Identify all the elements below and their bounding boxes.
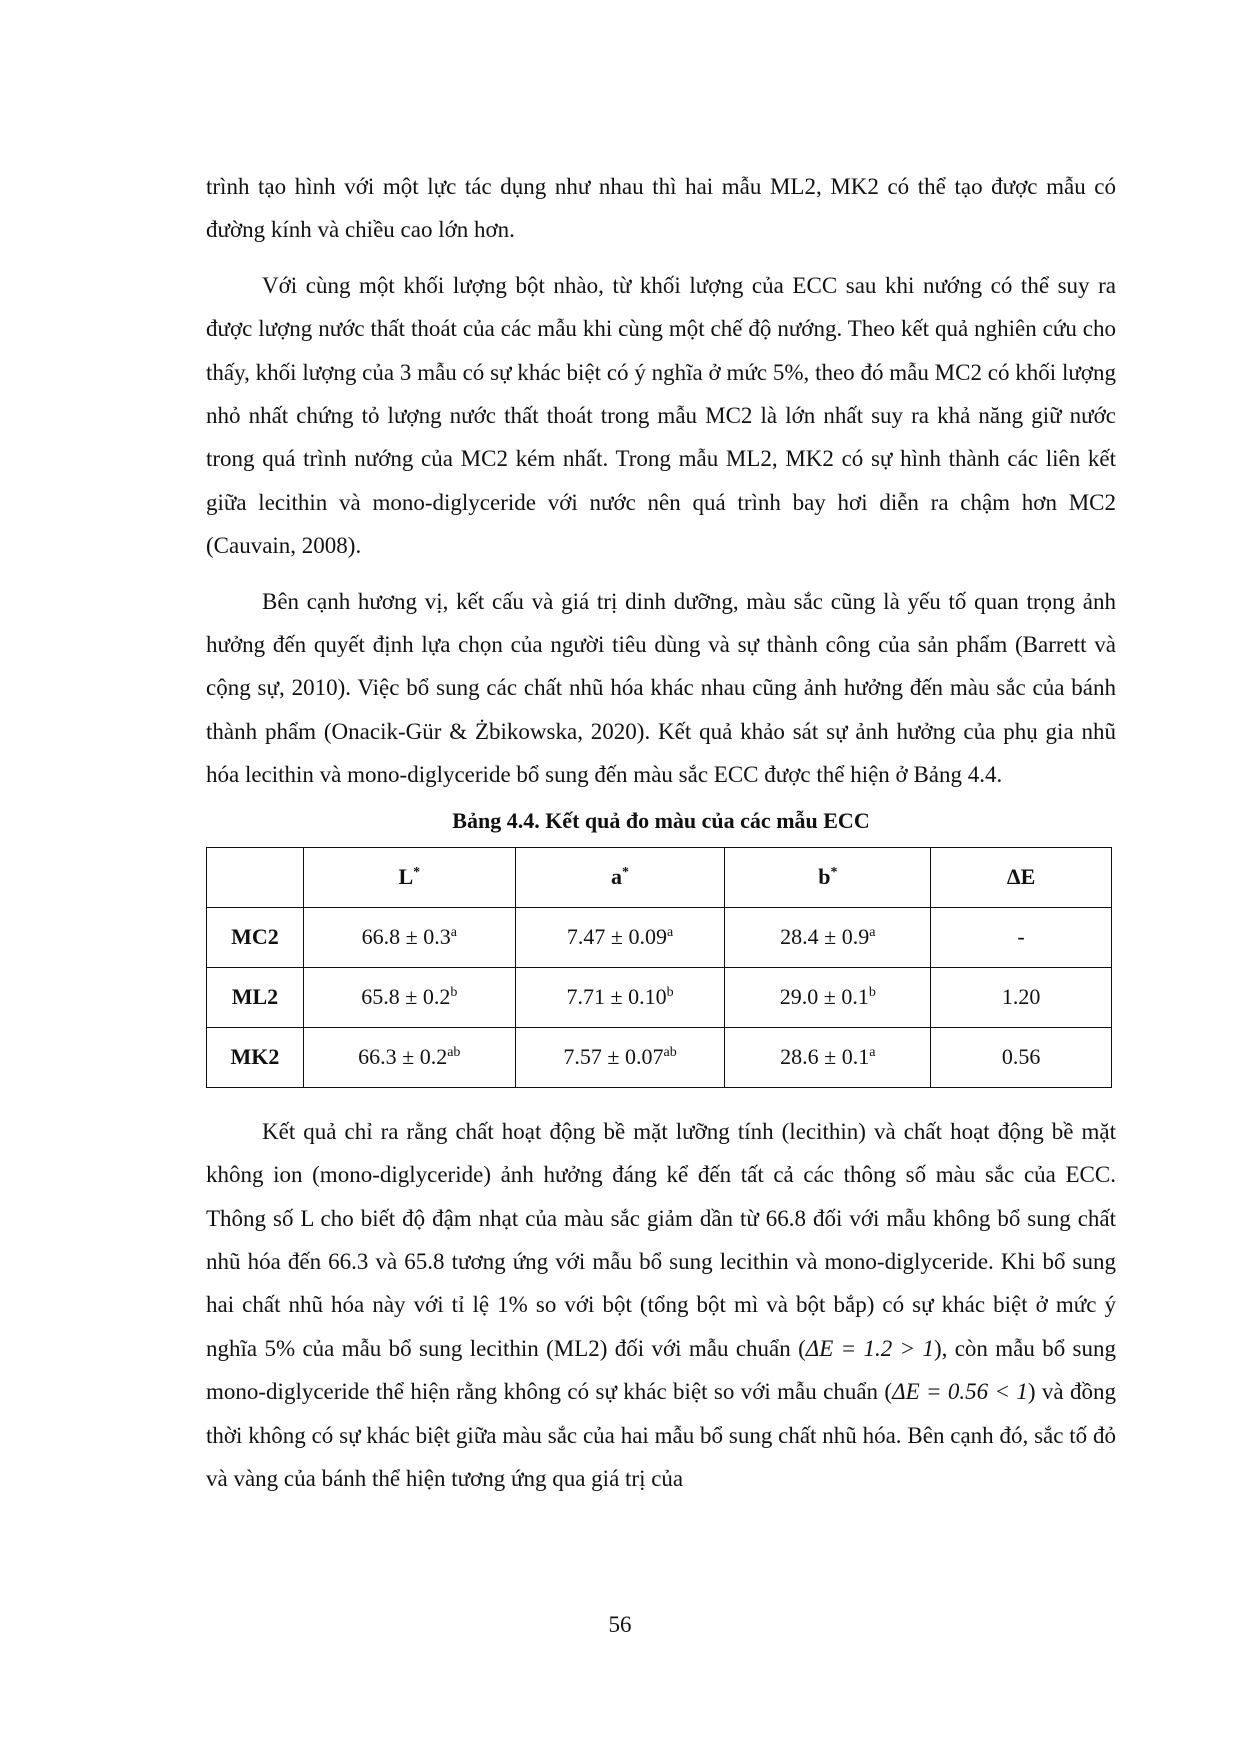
paragraph-3: Bên cạnh hương vị, kết cấu và giá trị dinh dưỡng, màu sắc cũng là yếu tố quan trọng ảnh hưởng đến quyết định lựa chọn của người tiêu dùng và sự thành công của sản phẩm (Barrett và cộng sự, 2010). Việc bổ sung các chất nhũ hóa khác nhau cũng ảnh hưởng đến màu sắc của bánh thành phẩm (Onacik-Gür & Żbikowska, 2020). Kết quả khảo sát sự ảnh hưởng của phụ gia nhũ hóa lecithin và mono-diglyceride bổ sung đến màu sắc ECC được thể hiện ở Bảng 4.4. [206,588,1116,788]
header-delta-e: ΔE [931,847,1112,907]
page-number: 56 [608,1612,632,1637]
table-header-row [207,847,1112,907]
paragraph-1: trình tạo hình với một lực tác dụng như nhau thì hai mẫu ML2, MK2 có thể tạo được mẫu có đường kính và chiều cao lớn hơn. [206,174,1116,243]
delta-e-formula-mk2: ΔE = 0.56 < 1 [892,1379,1028,1405]
header-l: L* [303,847,515,907]
cell-b: 28.4 ± 0.9$^a$ [725,907,931,967]
table-row [207,1027,1112,1087]
cell-a: 7.71 ± 0.10$^b$ [515,967,725,1027]
paragraph-4-text-1: Kết quả chỉ ra rằng chất hoạt động bề mặt lưỡng tính (lecithin) và chất hoạt động bề mặt không ion (mono-diglyceride) ảnh hưởng đáng kể đến tất cả các thông số màu sắc của ECC. Thông số L cho biết độ đậm nhạt của màu sắc giảm dần từ 66.8 đối với mẫu không bổ sung chất nhũ hóa đến 66.3 và 65.8 tương ứng với mẫu bổ sung lecithin và mono-diglyceride. Khi bổ sung hai chất nhũ hóa này với tỉ lệ 1% so với bột (tổng bột mì và bột bắp) có sự khác biệt ở mức ý nghĩa 5% của mẫu bổ sung lecithin (ML2) đối với mẫu chuẩn ( [206,1118,1116,1361]
cell-l: 66.8 ± 0.3$^a$ [303,907,515,967]
delta-e-formula-ml2: ΔE = 1.2 > 1 [805,1335,934,1361]
cell-delta-e: - [931,907,1112,967]
table-row [207,907,1112,967]
cell-a: 7.47 ± 0.09$^a$ [515,907,725,967]
cell-b: 28.6 ± 0.1$^a$ [725,1027,931,1087]
cell-delta-e: 1.20 [931,967,1112,1027]
color-results-table [206,847,1112,1088]
header-empty-cell [207,847,304,907]
table-caption: Bảng 4.4. Kết quả đo màu của các mẫu ECC [452,807,870,833]
paragraph-4-text-2: ), còn mẫu bổ sung mono-diglyceride thể hiện rằng không có sự khác biệt so với mẫu chuẩn ( [206,1335,1117,1405]
cell-l: 66.3 ± 0.2$^{ab}$ [303,1027,515,1087]
table-row [207,967,1112,1027]
header-a: a* [515,847,725,907]
paragraph-4-text-3: ) và đồng thời không có sự khác biệt giữa màu sắc của hai mẫu bổ sung chất nhũ hóa. Bên cạnh đó, sắc tố đỏ và vàng của bánh thể hiện tương ứng qua giá trị của [206,1379,1117,1491]
header-b: b* [725,847,931,907]
row-label: ML2 [207,967,304,1027]
paragraph-2: Với cùng một khối lượng bột nhào, từ khối lượng của ECC sau khi nướng có thể suy ra được lượng nước thất thoát của các mẫu khi cùng một chế độ nướng. Theo kết quả nghiên cứu cho thấy, khối lượng của 3 mẫu có sự khác biệt có ý nghĩa ở mức 5%, theo đó mẫu MC2 có khối lượng nhỏ nhất chứng tỏ lượng nước thất thoát trong mẫu MC2 là lớn nhất suy ra khả năng giữ nước trong quá trình nướng của MC2 kém nhất. Trong mẫu ML2, MK2 có sự hình thành các liên kết giữa lecithin và mono-diglyceride với nước nên quá trình bay hơi diễn ra chậm hơn MC2 (Cauvain, 2008). [206,272,1116,559]
row-label: MC2 [207,907,304,967]
cell-b: 29.0 ± 0.1$^b$ [725,967,931,1027]
document-page [206,165,1116,1500]
cell-l: 65.8 ± 0.2$^b$ [303,967,515,1027]
cell-a: 7.57 ± 0.07$^{ab}$ [515,1027,725,1087]
cell-delta-e: 0.56 [931,1027,1112,1087]
paragraph-4 [206,1110,1116,1501]
row-label: MK2 [207,1027,304,1087]
